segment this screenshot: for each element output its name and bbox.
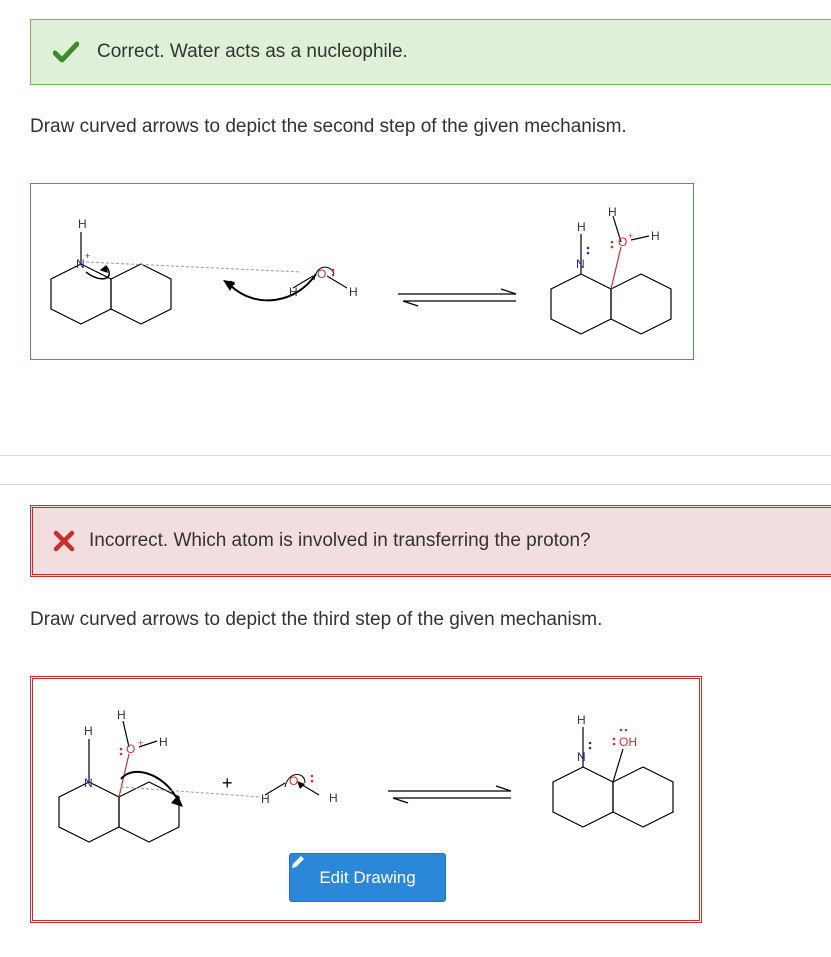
question-2-prompt: Draw curved arrows to depict the third step of the given mechanism. — [30, 609, 603, 630]
water-h1-label: H — [289, 285, 298, 299]
question-1-prompt: Draw curved arrows to depict the second step of the given mechanism. — [30, 116, 627, 137]
water2-h2-label: H — [329, 791, 338, 805]
n-plus-label: N — [76, 257, 85, 271]
pencil-icon — [290, 854, 306, 870]
reactant-bicycle — [51, 232, 171, 324]
prod2-n-label: N — [577, 750, 586, 764]
h-right-label: H — [159, 735, 168, 749]
feedback-incorrect-banner — [30, 505, 831, 577]
o-plus-charge: + — [138, 738, 144, 748]
o-label: O — [126, 742, 136, 756]
n-plus-charge: + — [85, 251, 91, 261]
feedback-incorrect-message: Incorrect. Which atom is involved in transferring the proton? — [89, 530, 591, 551]
mechanism-drawing-step-3[interactable] — [30, 676, 702, 923]
product-bicycle-2 — [553, 727, 673, 827]
prod1-h-right-label: H — [651, 229, 660, 243]
dashed-bond-1 — [86, 262, 301, 272]
water2-h1-label: H — [261, 792, 270, 806]
prod2-h-n-label: H — [577, 713, 586, 727]
water2-o-label: O — [289, 774, 299, 788]
section-divider — [0, 455, 831, 456]
h-o-label: H — [117, 708, 126, 722]
dashed-bond-2 — [121, 787, 261, 797]
curved-arrow-1[interactable] — [223, 274, 316, 300]
water-o-label: O — [317, 267, 327, 281]
h-top-left-label: H — [78, 217, 87, 231]
plus-sign: + — [222, 773, 233, 793]
mechanism-drawing-step-2[interactable] — [30, 183, 694, 360]
equilibrium-arrow-2 — [388, 786, 511, 803]
prod1-h-o-label: H — [608, 205, 617, 219]
equilibrium-arrow-1 — [398, 289, 516, 306]
prod2-oh-label: OH — [619, 735, 637, 749]
feedback-correct-banner — [30, 19, 831, 85]
n-label: N — [84, 776, 93, 790]
prod1-h-n-label: H — [577, 220, 586, 234]
x-icon — [53, 530, 75, 552]
svg-text:+: + — [227, 276, 236, 292]
prod1-o-label: O — [618, 235, 628, 249]
edit-drawing-button[interactable] — [289, 853, 446, 902]
feedback-correct-message: Correct. Water acts as a nucleophile. — [97, 41, 408, 62]
h-n-label: H — [84, 724, 93, 738]
prod1-n-label: N — [576, 257, 585, 271]
section-divider — [0, 484, 831, 485]
water-h2-label: H — [349, 285, 358, 299]
mechanism-canvas-step-2 — [31, 184, 693, 359]
prod1-o-plus: + — [628, 231, 634, 241]
check-icon — [53, 41, 79, 63]
edit-drawing-label: Edit Drawing — [319, 867, 416, 887]
